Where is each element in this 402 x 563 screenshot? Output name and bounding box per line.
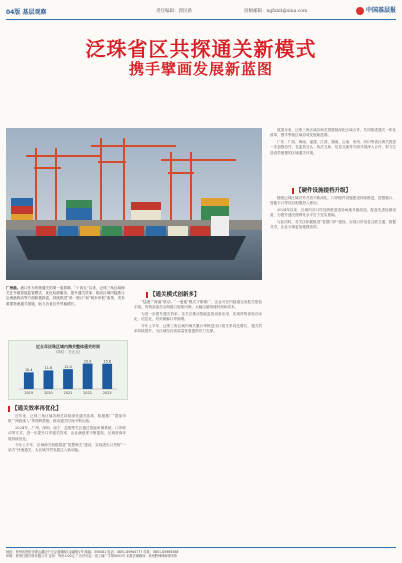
heading-marker <box>292 188 294 194</box>
headline-main: 泛珠省区共探通关新模式 <box>85 37 317 61</box>
section-2-para-3: 今年上半年，泛珠三角区域内海关累计审核进出口报关单同比增长，通关效率持续提升，为区域经济高质量发展提供有力支撑。 <box>134 323 262 334</box>
section-heading-2 <box>146 290 200 298</box>
section-heading-2-text: 【通关模式创新多】 <box>150 292 200 298</box>
section-3-para-2: 2024年以来，区域内各口岸加快推进查验场地升级改造，配备先进检测设备，为提升通关便利化水平打下坚实基础。 <box>270 207 396 218</box>
chart-unit: （单位：万元元） <box>53 350 83 354</box>
chart-value-label: 11.6 <box>44 366 53 371</box>
chart-bar <box>44 370 54 389</box>
right-intro-para-1: 展望未来，泛珠三角区域各海关将继续深化区域合作，共同推进通关一体化改革，携手擘画区域协同发展新蓝图。 <box>270 128 396 138</box>
chart-value-label: 15.9 <box>83 359 92 364</box>
chart-title: 近五年泛珠区域内海关整体通关时间 <box>36 344 100 349</box>
headline-sub: 携手擘画发展新蓝图 <box>128 60 273 78</box>
logo-icon <box>356 7 364 15</box>
section-heading-1-text: 【通关效率再优化】 <box>12 406 62 412</box>
section-3-para-3: 与此同时，各关区积极推进“智慧口岸”建设，实现口岸信息互联互通、数据共享，企业办事更加便捷高效。 <box>270 219 396 230</box>
newspaper-logo <box>356 5 396 15</box>
section-3-para-1: 随着泛珠区域对外开放不断深化，口岸硬件设施建设持续推进，智慧港口、智能卡口等项目相继投入使用。 <box>270 196 396 206</box>
section-heading-3 <box>292 186 351 194</box>
chart-bar <box>102 364 112 389</box>
chart-bar <box>24 372 34 389</box>
heading-marker <box>8 406 10 412</box>
section-heading-1 <box>8 404 62 412</box>
section-2-para-1: “陆港”“海港”联动，“一港通”模式不断推广，企业可在内陆港完成报关报检手续，货物直接在沿海港口装船出海，大幅压缩物流时间和成本。 <box>134 300 262 310</box>
editor-label: 责任编辑：郭民新 <box>156 9 192 14</box>
section-1-para-2: 2024年，广州、深圳、南宁、昆明等关区通过智能审图系统、口岸联动等方式，进一步提升口岸通关效率，企业满意度不断提高，区域营商环境持续优化。 <box>8 425 126 441</box>
chart-value-label: 12.4 <box>64 364 72 369</box>
chart-tick-label: 2021 <box>63 391 73 395</box>
chart-bar <box>63 369 73 389</box>
port-photo <box>6 128 262 280</box>
chart-value-label: 15.8 <box>103 359 111 364</box>
chart-value-label: 10.4 <box>25 368 33 373</box>
chart-tick-label: 2022 <box>83 391 92 395</box>
section-1-para-1: 近年来，泛珠三角区域各海关持续深化通关改革，积极推广“提前申报”“两段准入”等便利措施，推动通关时间不断压缩。 <box>8 414 126 424</box>
section-3-body <box>270 196 396 512</box>
logo-text: 中国基层报 <box>365 7 396 14</box>
section-2-body <box>134 300 262 512</box>
email-label: 投稿邮箱：ngfznit@sina.com <box>244 9 308 14</box>
section-1-para-3: 今年上半年，区域海关积极推进“智慧海关”建设，实现进出口货物“一站式”快速通关，为区域外贸发展注入新动能。 <box>8 443 126 453</box>
section-2-para-2: 为进一步提升通关效率，各关区推动智能监管设备应用，实现货物查验自动化、信息化，有效缓解口岸拥堵。 <box>134 311 262 322</box>
page-label: 04版 基层观察 <box>6 9 47 16</box>
right-intro-para-2: 广东、广西、海南、福建、江西、湖南、云南、贵州、四川等省区海关将进一步加强协作，在监管互认、执法互助、信息互换等方面开展深入合作，努力打造高效便捷的区域通关环境。 <box>270 139 396 155</box>
caption-text: 港口作为货物通关的第一道屏障，“十四五”以来，泛珠三角区域海关在升级智能监管模式、优化检测服务、提升通关效率、推动区域内陆港与沿海港联动等方面积极探索，持续推进“单一窗口”和“两步申报”改革，发布重要物流通关措施，助力各省区外贸稳增长。 <box>6 286 125 306</box>
caption-lead: 广州港。 <box>6 286 21 290</box>
photo-caption <box>6 286 128 307</box>
heading-marker <box>146 292 148 298</box>
chart-plot <box>9 341 127 399</box>
chart-tick-label: 2020 <box>44 391 53 395</box>
chart-bar <box>83 364 93 389</box>
footer-line-1: 地址：贵州省贵阳市观山湖区中天会展城B区金融街1号 邮编：550081 电话：0851-85964777 传真：0851-85965588 <box>6 549 179 554</box>
customs-chart <box>8 340 128 400</box>
chart-tick-label: 2019 <box>24 391 34 395</box>
section-heading-3-text: 【硬件设施提档升级】 <box>296 188 352 194</box>
page-footer <box>6 547 396 559</box>
footer-line-2: 印刷：贵州日报印务有限公司 定价：每份1.00元 广告许可证：贵工商广字第0001号 本报法律顾问：贵州黔坤律师事务所 <box>6 554 178 559</box>
section-1-body <box>8 414 126 512</box>
chart-tick-label: 2023 <box>102 391 112 395</box>
right-intro <box>270 128 396 180</box>
page-header <box>6 5 396 20</box>
